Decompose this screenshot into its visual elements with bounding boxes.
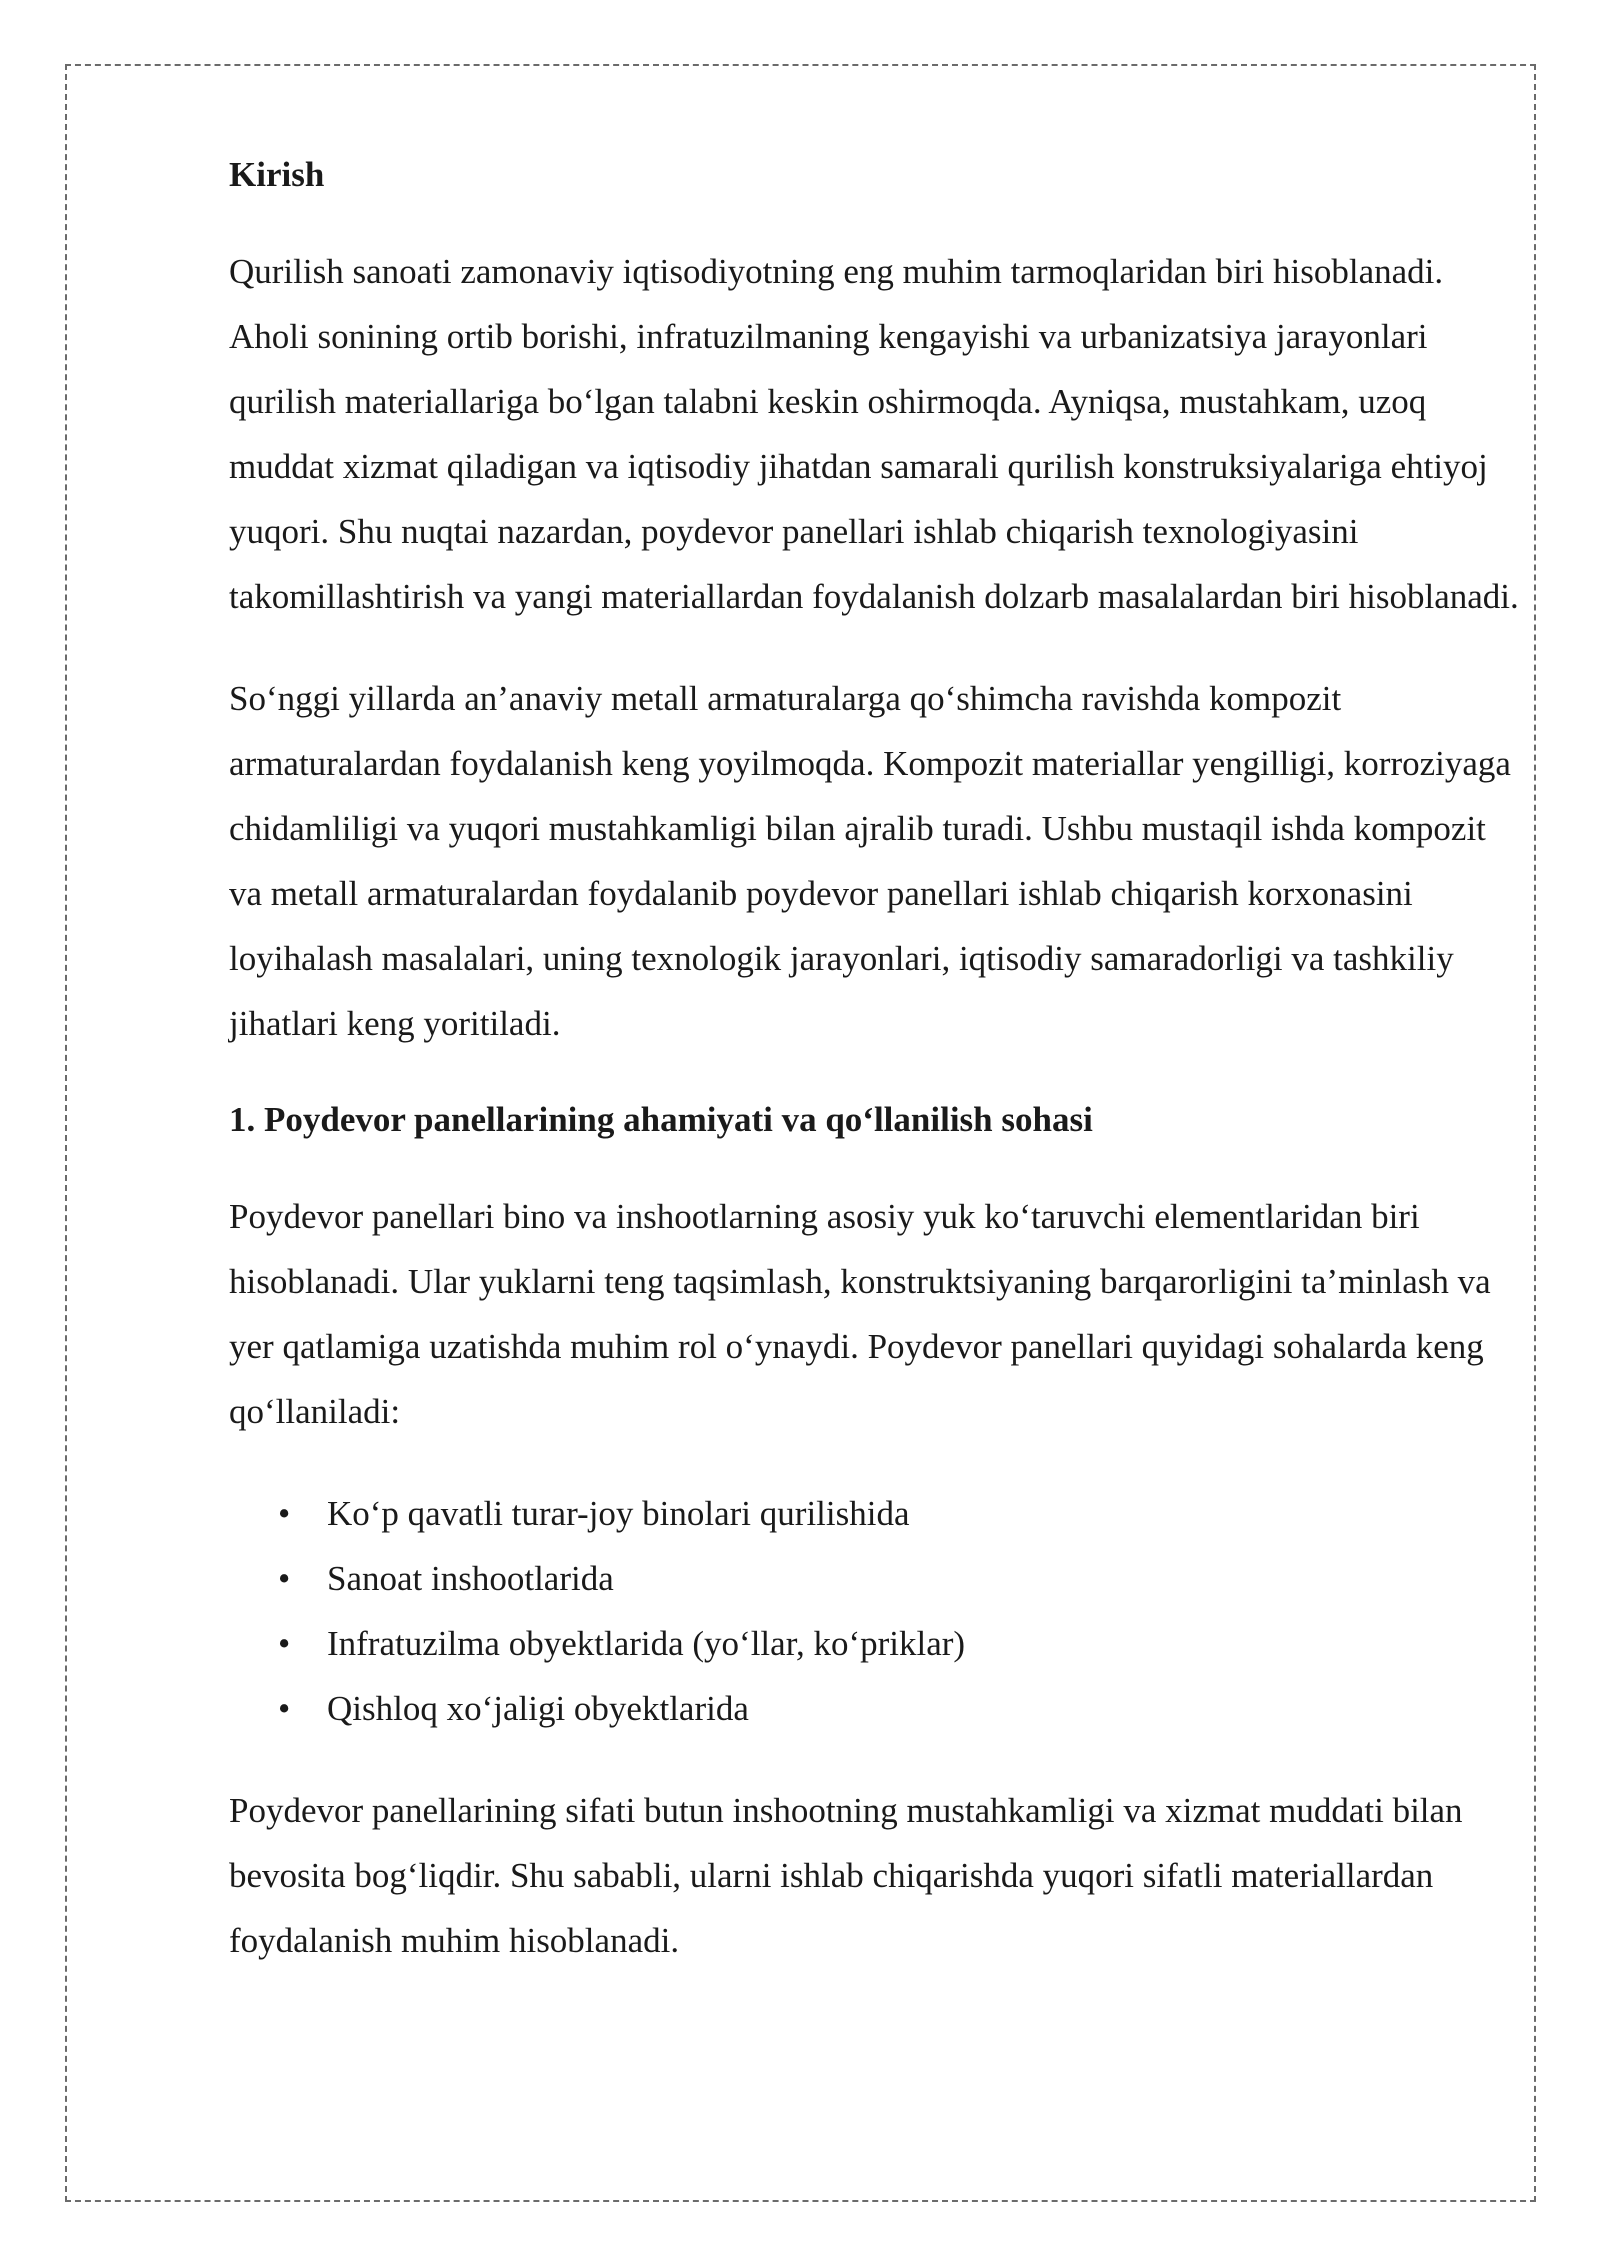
bullet-icon: • bbox=[278, 1624, 291, 1663]
intro-paragraph-1: Qurilish sanoati zamonaviy iqtisodiyotning eng muhim tarmoqlaridan biri hisoblanadi. Aholi sonining ortib borishi, infratuzilmaning kengayishi va urbanizatsiya jarayonlari qurilish materiallariga bo‘lgan talabni keskin oshirmoqda. Ayniqsa, mustahkam, uzoq muddat xizmat qiladigan va iqtisodiy jihatdan samarali qurilish konstruksiyalariga ehtiyoj yuqori. Shu nuqtai nazardan, poydevor panellari ishlab chiqarish texnologiyasini takomillashtirish va yangi materiallardan foydalanish dolzarb masalalardan biri hisoblanadi. bbox=[229, 252, 1519, 616]
list-item bbox=[229, 1481, 1519, 1546]
list-item-text: Sanoat inshootlarida bbox=[327, 1559, 614, 1598]
list-item bbox=[229, 1546, 1519, 1611]
list-item-text: Infratuzilma obyektlarida (yo‘llar, ko‘priklar) bbox=[327, 1624, 966, 1663]
bullet-icon: • bbox=[278, 1559, 291, 1598]
intro-paragraph-2: So‘nggi yillarda an’anaviy metall armaturalarga qo‘shimcha ravishda kompozit armaturalardan foydalanish keng yoyilmoqda. Kompozit materiallar yengilligi, korroziyaga chidamliligi va yuqori mustahkamligi bilan ajralib turadi. Ushbu mustaqil ishda kompozit va metall armaturalardan foydalanib poydevor panellari ishlab chiqarish korxonasini loyihalash masalalari, uning texnologik jarayonlari, iqtisodiy samaradorligi va tashkiliy jihatlari keng yoritiladi. bbox=[229, 679, 1511, 1043]
section-1-closing-paragraph: Poydevor panellarining sifati butun inshootning mustahkamligi va xizmat muddati bilan bevosita bog‘liqdir. Shu sababli, ularni ishlab chiqarishda yuqori sifatli materiallardan foydalanish muhim hisoblanadi. bbox=[229, 1791, 1463, 1960]
list-item-text: Ko‘p qavatli turar-joy binolari qurilishida bbox=[327, 1494, 910, 1533]
section-1-bullet-list bbox=[229, 1481, 1519, 1741]
bullet-icon: • bbox=[278, 1689, 291, 1728]
bullet-icon: • bbox=[278, 1494, 291, 1533]
list-item bbox=[229, 1676, 1519, 1741]
section-1-paragraph: Poydevor panellari bino va inshootlarning asosiy yuk ko‘taruvchi elementlaridan biri hisoblanadi. Ular yuklarni teng taqsimlash, konstruktsiyaning barqarorligini ta’minlash va yer qatlamiga uzatishda muhim rol o‘ynaydi. Poydevor panellari quyidagi sohalarda keng qo‘llaniladi: bbox=[229, 1197, 1491, 1431]
document-body bbox=[229, 148, 1519, 2010]
section-1-heading: 1. Poydevor panellarining ahamiyati va qo‘llanilish sohasi bbox=[229, 1100, 1093, 1139]
list-item bbox=[229, 1611, 1519, 1676]
list-item-text: Qishloq xo‘jaligi obyektlarida bbox=[327, 1689, 749, 1728]
intro-heading: Kirish bbox=[229, 155, 325, 194]
